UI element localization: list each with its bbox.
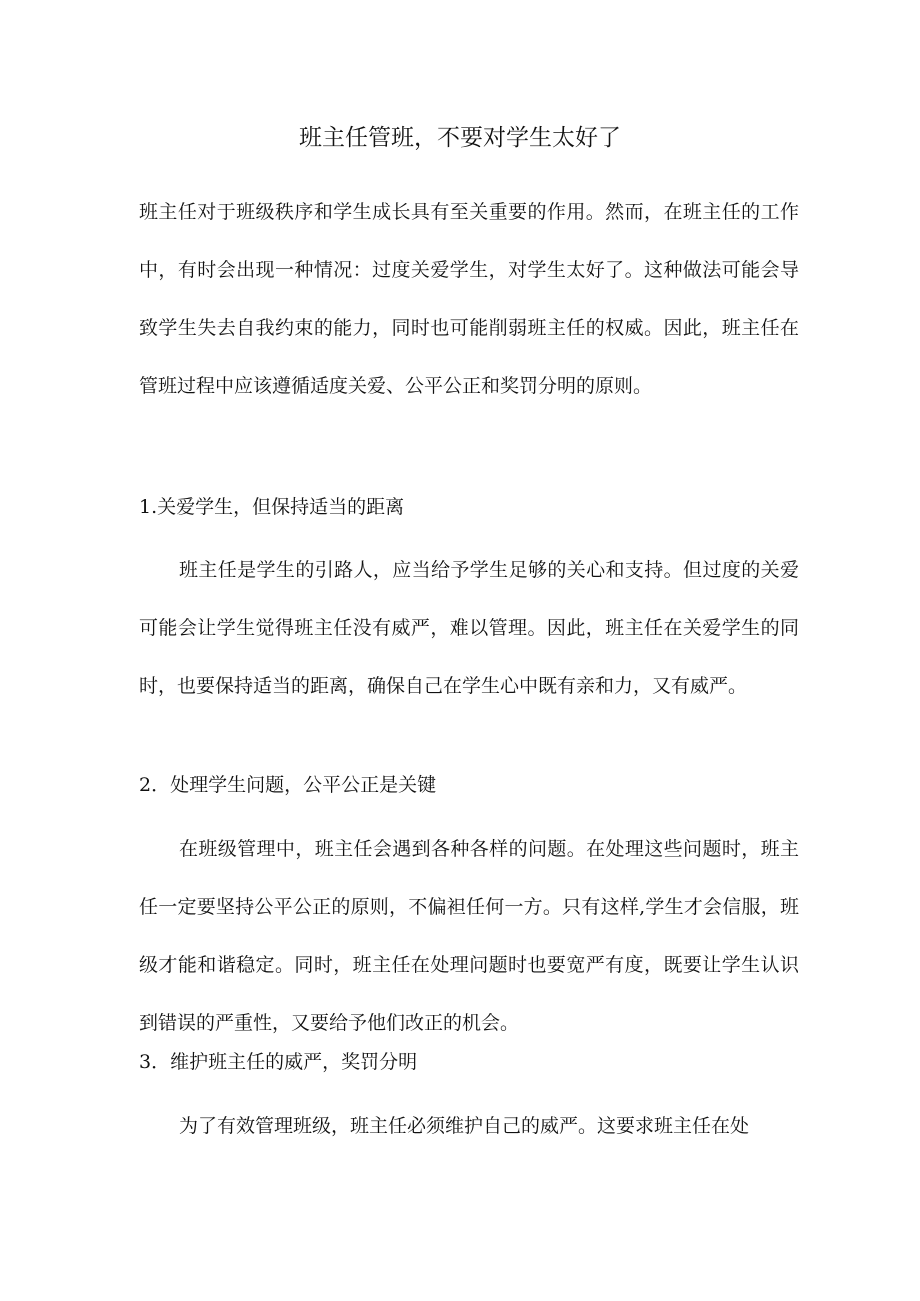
section-3-heading: 3．维护班主任的威严，奖罚分明: [139, 1051, 418, 1073]
section-1-heading: 1.关爱学生，但保持适当的距离: [139, 496, 405, 518]
intro-paragraph: 班主任对于班级秩序和学生成长具有至关重要的作用。然而，在班主任的工作中，有时会出现一种情况：过度关爱学生，对学生太好了。这种做法可能会导致学生失去自我约束的能力，同时也可能削弱班主任的权威。因此，班主任在管班过程中应该遵循适度关爱、公平公正和奖罚分明的原则。: [139, 201, 799, 397]
section-3-body: 为了有效管理班级，班主任必须维护自己的威严。这要求班主任在处: [179, 1115, 750, 1137]
section-2-heading: 2．处理学生问题，公平公正是关键: [139, 774, 437, 796]
section-2-body: 在班级管理中，班主任会遇到各种各样的问题。在处理这些问题时，班主任一定要坚持公平公正的原则，不偏袒任何一方。只有这样,学生才会信服，班级才能和谐稳定。同时，班主任在处理问题时也要宽严有度，既要让学生认识到错误的严重性，又要给予他们改正的机会。: [139, 838, 799, 1034]
document-title: 班主任管班，不要对学生太好了: [299, 125, 621, 151]
section-1-body: 班主任是学生的引路人，应当给予学生足够的关心和支持。但过度的关爱可能会让学生觉得班主任没有威严，难以管理。因此，班主任在关爱学生的同时，也要保持适当的距离，确保自己在学生心中既有亲和力，又有威严。: [139, 559, 799, 697]
